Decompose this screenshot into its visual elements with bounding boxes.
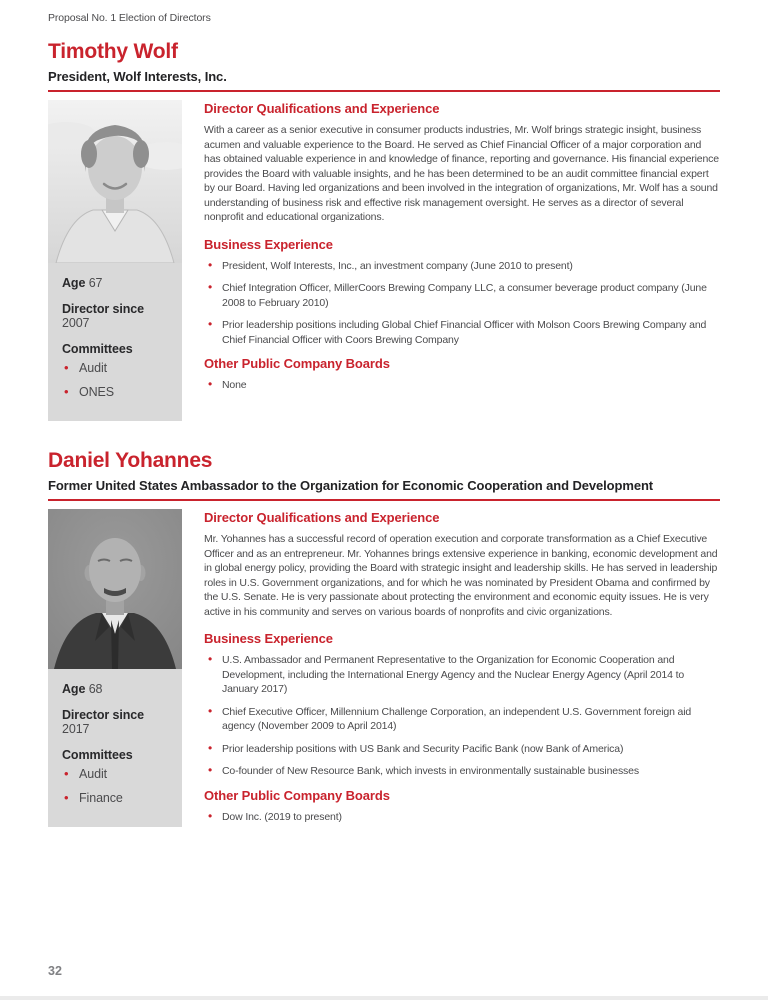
age-label: Age	[62, 682, 86, 696]
director-since-label: Director since	[62, 302, 144, 316]
committees-label: Committees	[62, 748, 133, 762]
director-detail-column	[204, 100, 720, 421]
committees-list	[62, 767, 172, 805]
qualifications-heading: Director Qualifications and Experience	[204, 510, 440, 525]
director-name: Daniel Yohannes	[48, 449, 213, 472]
other-boards-heading: Other Public Company Boards	[204, 787, 390, 803]
qualifications-text: With a career as a senior executive in consumer products industries, Mr. Wolf brings strategic insight, business acumen and valuable experience to the Board. He served as Chief Financial Officer of a major corporation and has obtained valuable experience in and knowledge of finance, reporting and governance. His financial experience provides the Board with valuable insights, and he has been determined to be an audit committee financial expert by our Board. Having led organizations and been involved in the integration of organizations, Mr. Wolf has a sound understanding of business risk and effective risk management oversight. He serves as a director of several nonprofit and educational organizations.	[204, 124, 719, 223]
experience-item: • Prior leadership positions including Global Chief Financial Officer with Molson Coors Brewing Company and Chief Financial Officer with Coors Brewing Company	[204, 318, 720, 347]
board-item: • None	[204, 378, 720, 393]
age-line	[62, 276, 172, 290]
director-title: President, Wolf Interests, Inc.	[48, 69, 720, 92]
age-label: Age	[62, 276, 86, 290]
business-experience-list	[204, 653, 720, 779]
director-left-column	[48, 509, 182, 833]
qualifications-text: Mr. Yohannes has a successful record of operation execution and corporate transformation as a Chief Executive Officer and as an entrepreneur. Mr. Yohannes brings extensive experience in banking, economic development and in global energy policy, providing the Board with strategic insight and leadership skills. He has served in leadership roles in U.S. Government organizations, and for which he was nominated by President Obama and confirmed by the U.S. Senate. He is very passionate about protecting the environment and economic equity issues. He is very active in his community and serves on various boards of nonprofits and civic organizations.	[204, 533, 718, 618]
age-line	[62, 682, 172, 696]
portrait-photo-daniel-yohannes	[48, 509, 182, 669]
committee-item: • Audit	[62, 361, 172, 375]
director-left-column	[48, 100, 182, 421]
board-item: • Dow Inc. (2019 to present)	[204, 810, 720, 825]
experience-item: • Co-founder of New Resource Bank, which invests in environmentally sustainable businesses	[204, 764, 720, 779]
director-info-panel	[48, 669, 182, 827]
business-experience-list	[204, 259, 720, 348]
committee-item: • Finance	[62, 791, 172, 805]
other-boards-list	[204, 810, 720, 825]
director-section-timothy-wolf	[48, 40, 720, 421]
other-boards-list	[204, 378, 720, 393]
experience-item: • U.S. Ambassador and Permanent Representative to the Organization for Economic Cooperation and Development, including the International Energy Agency and the Nuclear Energy Agency (April 2014 to January 2017)	[204, 653, 720, 697]
director-detail-column	[204, 509, 720, 833]
director-title: Former United States Ambassador to the Organization for Economic Cooperation and Development	[48, 478, 720, 501]
director-since-line	[62, 302, 172, 330]
director-name: Timothy Wolf	[48, 40, 178, 63]
committee-item: • ONES	[62, 385, 172, 399]
age-value: 68	[88, 682, 103, 696]
committees-label: Committees	[62, 342, 133, 356]
portrait-photo-timothy-wolf	[48, 100, 182, 263]
director-section-daniel-yohannes	[48, 449, 720, 833]
committee-item: • Audit	[62, 767, 172, 781]
experience-item: • President, Wolf Interests, Inc., an investment company (June 2010 to present)	[204, 259, 720, 274]
experience-item: • Prior leadership positions with US Bank and Security Pacific Bank (now Bank of America)	[204, 742, 720, 757]
page-bottom-edge	[0, 996, 768, 1000]
committees-list	[62, 361, 172, 399]
director-info-panel	[48, 263, 182, 421]
director-since-line	[62, 708, 172, 736]
breadcrumb: Proposal No. 1 Election of Directors	[48, 12, 211, 24]
experience-item: • Chief Executive Officer, Millennium Challenge Corporation, an independent U.S. Government foreign aid agency (November 2009 to April 2014)	[204, 705, 720, 734]
director-since-value: 2017	[62, 722, 90, 736]
age-value: 67	[88, 276, 103, 290]
page-number: 32	[48, 964, 62, 978]
business-experience-heading: Business Experience	[204, 631, 333, 646]
experience-item: • Chief Integration Officer, MillerCoors Brewing Company LLC, a consumer beverage product company (June 2008 to February 2010)	[204, 281, 720, 310]
other-boards-heading: Other Public Company Boards	[204, 356, 390, 371]
business-experience-heading: Business Experience	[204, 236, 333, 252]
director-since-value: 2007	[62, 316, 90, 330]
qualifications-heading: Director Qualifications and Experience	[204, 101, 440, 116]
director-since-label: Director since	[62, 708, 144, 722]
